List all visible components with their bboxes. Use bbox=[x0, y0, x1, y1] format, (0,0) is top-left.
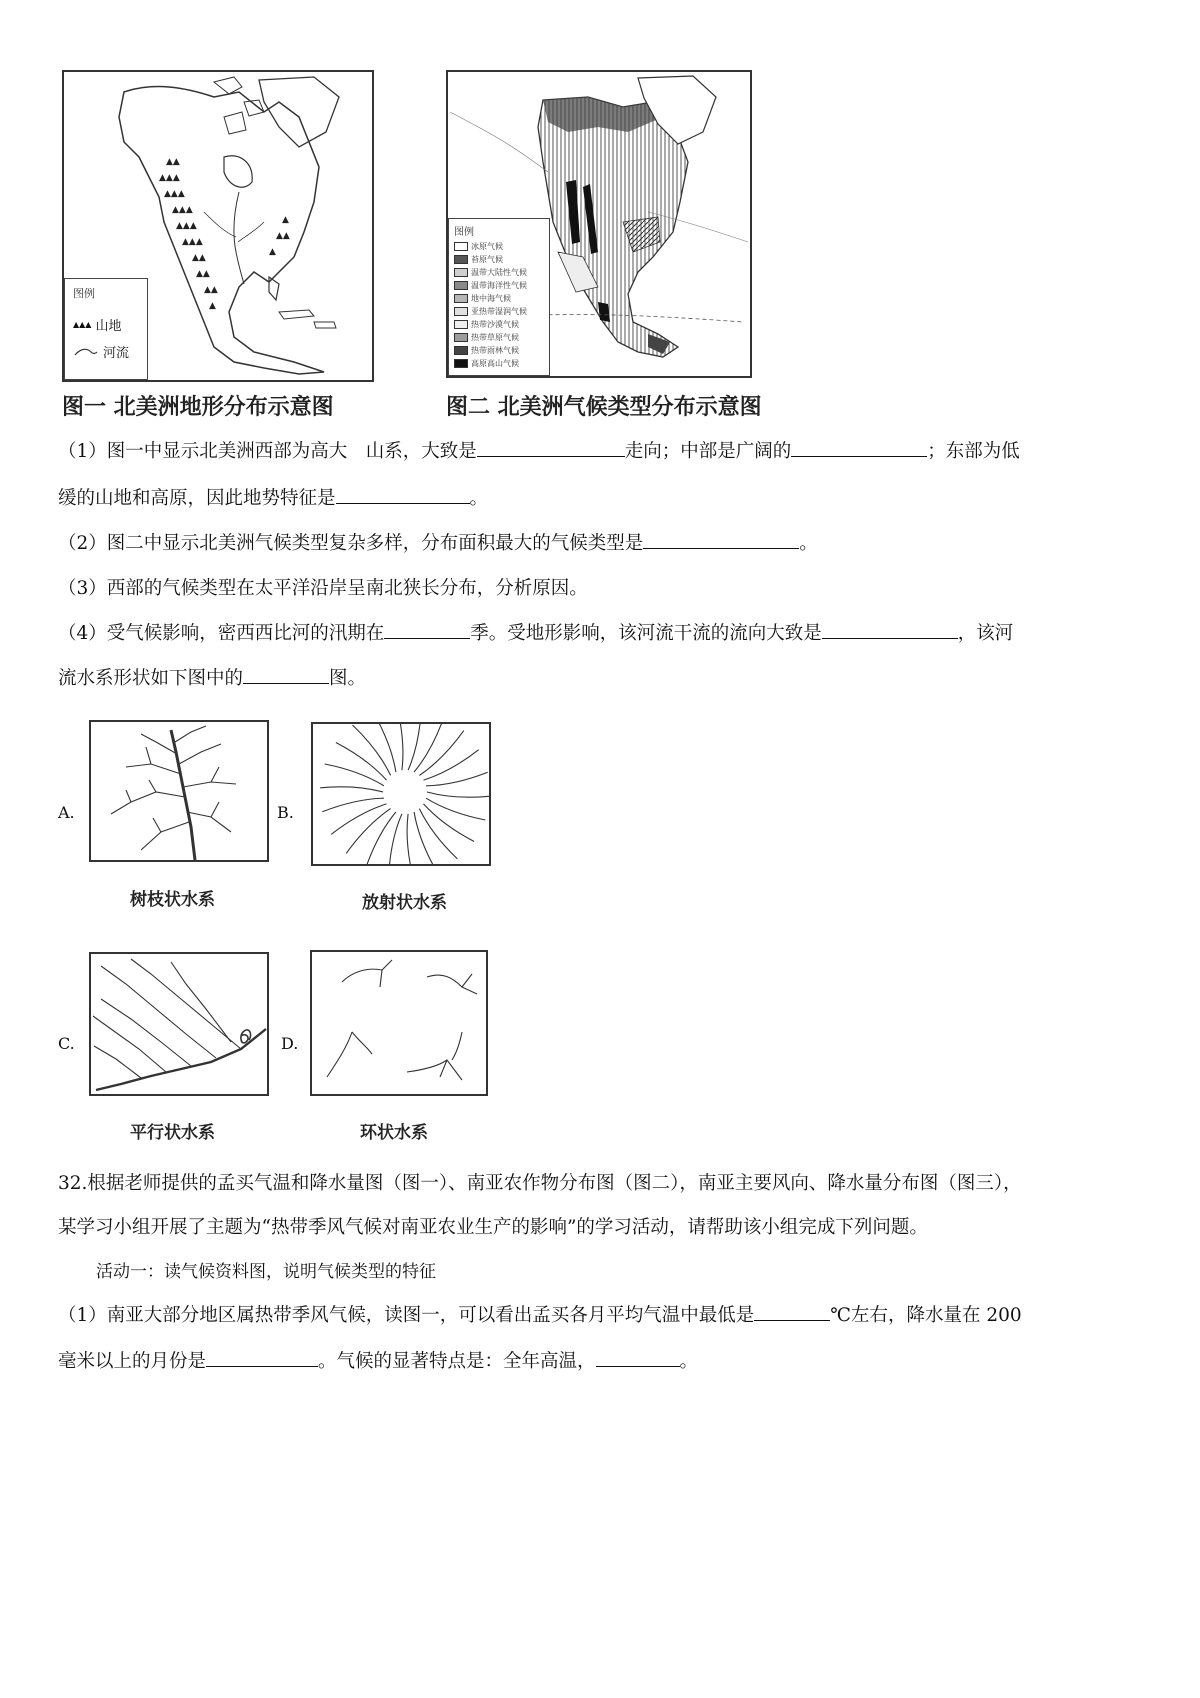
radial-river-line bbox=[408, 724, 421, 770]
radial-river-line bbox=[331, 804, 386, 834]
answer-blank-min-temp[interactable] bbox=[754, 1298, 830, 1321]
radial-river-line bbox=[389, 814, 402, 864]
figure2-legend-item bbox=[454, 253, 544, 266]
radial-river-line bbox=[427, 792, 489, 797]
legend-item-label: 亚热带湿润气候 bbox=[471, 307, 527, 316]
option-a-image[interactable] bbox=[89, 720, 269, 862]
legend-item-label: 温带海洋性气候 bbox=[471, 281, 527, 290]
legend-swatch bbox=[454, 255, 468, 264]
answer-blank-7-figure[interactable] bbox=[243, 661, 329, 684]
legend-item-label: 热带草原气候 bbox=[471, 333, 519, 342]
legend-item-label: 高原高山气候 bbox=[471, 359, 519, 368]
option-c-image[interactable] bbox=[89, 952, 269, 1096]
legend-item-label: 地中海气候 bbox=[471, 294, 511, 303]
legend-swatch bbox=[454, 268, 468, 277]
q4-text-d: 流水系形状如下图中的 bbox=[58, 668, 244, 689]
answer-blank-5-season[interactable] bbox=[384, 616, 470, 639]
answer-blank-3-terrain[interactable] bbox=[336, 481, 470, 504]
question-4-line-2 bbox=[58, 659, 1150, 699]
river-legend-icon bbox=[73, 346, 99, 358]
legend-swatch bbox=[454, 359, 468, 368]
question-32-line-1: 32.根据老师提供的孟买气温和降水量图（图一）、南亚农作物分布图（图二），南亚主要风向、降水量分布图（图三）， bbox=[58, 1173, 1022, 1194]
q32-p1-text-c: 毫米以上的月份是 bbox=[58, 1351, 207, 1372]
radial-river-line bbox=[325, 764, 384, 786]
figure2-legend-item bbox=[454, 292, 544, 305]
svg-text:▲▲: ▲▲ bbox=[204, 285, 218, 295]
svg-text:▲▲▲: ▲▲▲ bbox=[182, 237, 203, 247]
figure2-legend-item bbox=[454, 305, 544, 318]
radial-river-line bbox=[407, 814, 413, 864]
svg-text:▲▲▲: ▲▲▲ bbox=[176, 221, 197, 231]
q1-text-c: ；东部为低 bbox=[927, 441, 1020, 462]
svg-text:▲▲▲: ▲▲▲ bbox=[172, 205, 193, 215]
question-32-part-1-line-2 bbox=[58, 1342, 1150, 1382]
radial-river-line bbox=[366, 812, 396, 864]
svg-text:▲: ▲ bbox=[209, 301, 216, 311]
figure1-legend bbox=[64, 278, 148, 380]
svg-text:▲▲: ▲▲ bbox=[166, 157, 180, 167]
answer-blank-climate-feature[interactable] bbox=[596, 1344, 680, 1367]
legend-river-label: 河流 bbox=[103, 346, 130, 361]
answer-blank-1-direction[interactable] bbox=[477, 434, 625, 457]
option-b-letter: B. bbox=[277, 803, 294, 822]
western-mountains bbox=[159, 157, 218, 311]
radial-river-line bbox=[397, 724, 403, 770]
annular-drainage-diagram bbox=[312, 952, 486, 1094]
parallel-drainage-diagram bbox=[91, 954, 267, 1094]
figure1-caption: 图一 北美洲地形分布示意图 bbox=[62, 395, 334, 420]
q4-text-a: （4）受气候影响，密西西比河的汛期在 bbox=[58, 623, 385, 644]
figure1-legend-title: 图例 bbox=[73, 287, 95, 300]
radial-river-line bbox=[424, 750, 479, 780]
radial-river-line bbox=[346, 809, 390, 854]
q32-p1-text-a: （1）南亚大部分地区属热带季风气候，读图一，可以看出孟买各月平均气温中最低是 bbox=[58, 1305, 755, 1326]
q1-text-a: （1）图一中显示北美洲西部为高大 山系，大致是 bbox=[58, 441, 477, 462]
figure2-caption: 图二 北美洲气候类型分布示意图 bbox=[446, 395, 762, 420]
mountain-legend-icon: ▲▲▲ bbox=[73, 320, 92, 329]
radial-river-line bbox=[419, 731, 463, 776]
question-32-line-2: 某学习小组开展了主题为“热带季风气候对南亚农业生产的影响”的学习活动，请帮助该小组完成下列问题。 bbox=[58, 1217, 928, 1238]
svg-text:▲▲: ▲▲ bbox=[192, 253, 206, 263]
legend-mountain-label: 山地 bbox=[95, 319, 122, 334]
legend-item-label: 温带大陆性气候 bbox=[471, 268, 527, 277]
legend-item-label: 热带雨林气候 bbox=[471, 346, 519, 355]
eastern-mountains bbox=[269, 215, 290, 257]
legend-swatch bbox=[454, 281, 468, 290]
q32-p1-text-b: ℃左右，降水量在 200 bbox=[830, 1305, 1022, 1326]
radial-river-line bbox=[426, 772, 488, 786]
option-d-letter: D. bbox=[281, 1034, 299, 1053]
option-c-letter: C. bbox=[58, 1034, 75, 1053]
answer-blank-2-plain[interactable] bbox=[791, 434, 927, 457]
figure2-legend-item bbox=[454, 266, 544, 279]
legend-item-label: 热带沙漠气候 bbox=[471, 320, 519, 329]
q1-text-b: 走向；中部是广阔的 bbox=[624, 441, 792, 462]
radial-river-line bbox=[320, 787, 383, 792]
question-32-part-1-line-1 bbox=[58, 1296, 1150, 1336]
radial-river-line bbox=[419, 809, 457, 859]
radial-river-line bbox=[322, 798, 384, 812]
option-b-image[interactable] bbox=[311, 722, 491, 866]
option-c-caption: 平行状水系 bbox=[130, 1123, 215, 1143]
svg-text:▲▲▲: ▲▲▲ bbox=[159, 173, 180, 183]
q1-text-d: 缓的山地和高原，因此地势特征是 bbox=[58, 488, 336, 509]
option-d-caption: 环状水系 bbox=[360, 1123, 428, 1143]
q2-text-a: （2）图二中显示北美洲气候类型复杂多样，分布面积最大的气候类型是 bbox=[58, 533, 644, 554]
svg-text:▲▲▲: ▲▲▲ bbox=[164, 189, 185, 199]
figure2-legend-item bbox=[454, 344, 544, 357]
figure2-legend-item bbox=[454, 318, 544, 331]
answer-blank-6-flow[interactable] bbox=[822, 616, 958, 639]
figure2-legend bbox=[448, 218, 550, 376]
answer-blank-rain-months[interactable] bbox=[206, 1344, 318, 1367]
option-d-image[interactable] bbox=[310, 950, 488, 1096]
option-a-letter: A. bbox=[58, 803, 75, 822]
legend-item-label: 苔原气候 bbox=[471, 255, 503, 264]
legend-swatch bbox=[454, 307, 468, 316]
figure2-legend-title: 图例 bbox=[454, 227, 474, 238]
question-2 bbox=[58, 524, 1150, 564]
svg-text:▲▲: ▲▲ bbox=[276, 231, 290, 241]
question-1-line-2 bbox=[58, 479, 1150, 519]
legend-swatch bbox=[454, 242, 468, 251]
q4-text-b: 季。受地形影响，该河流干流的流向大致是 bbox=[470, 623, 822, 644]
radial-river-line bbox=[353, 725, 391, 775]
legend-swatch bbox=[454, 346, 468, 355]
q1-text-e: 。 bbox=[469, 488, 489, 509]
radial-river-line bbox=[426, 798, 485, 820]
q4-text-e: 图。 bbox=[329, 668, 367, 689]
dendritic-drainage-diagram bbox=[91, 722, 267, 860]
q2-text-b: 。 bbox=[799, 533, 818, 554]
question-3: （3）西部的气候类型在太平洋沿岸呈南北狭长分布，分析原因。 bbox=[58, 578, 588, 599]
q32-p1-text-d: 。气候的显著特点是：全年高温， bbox=[318, 1351, 596, 1372]
q4-text-c: ，该河 bbox=[957, 623, 1014, 644]
figure2-legend-item bbox=[454, 357, 544, 370]
legend-item-label: 冰原气候 bbox=[471, 242, 503, 251]
question-4-line-1 bbox=[58, 614, 1150, 654]
answer-blank-4-climate[interactable] bbox=[643, 526, 799, 549]
figure2-legend-item bbox=[454, 331, 544, 344]
legend-swatch bbox=[454, 333, 468, 342]
svg-text:▲: ▲ bbox=[269, 247, 276, 257]
figure2-legend-item bbox=[454, 279, 544, 292]
svg-text:▲▲: ▲▲ bbox=[196, 269, 210, 279]
legend-swatch bbox=[454, 294, 468, 303]
q32-p1-text-e: 。 bbox=[679, 1351, 699, 1372]
option-b-caption: 放射状水系 bbox=[362, 893, 447, 913]
option-a-caption: 树枝状水系 bbox=[130, 890, 215, 910]
figure2-legend-item bbox=[454, 240, 544, 253]
question-1-line-1 bbox=[58, 432, 1150, 472]
radial-drainage-diagram bbox=[313, 724, 489, 864]
legend-swatch bbox=[454, 320, 468, 329]
svg-text:▲: ▲ bbox=[282, 215, 289, 225]
activity-1-heading: 活动一：读气候资料图，说明气候类型的特征 bbox=[96, 1262, 436, 1282]
